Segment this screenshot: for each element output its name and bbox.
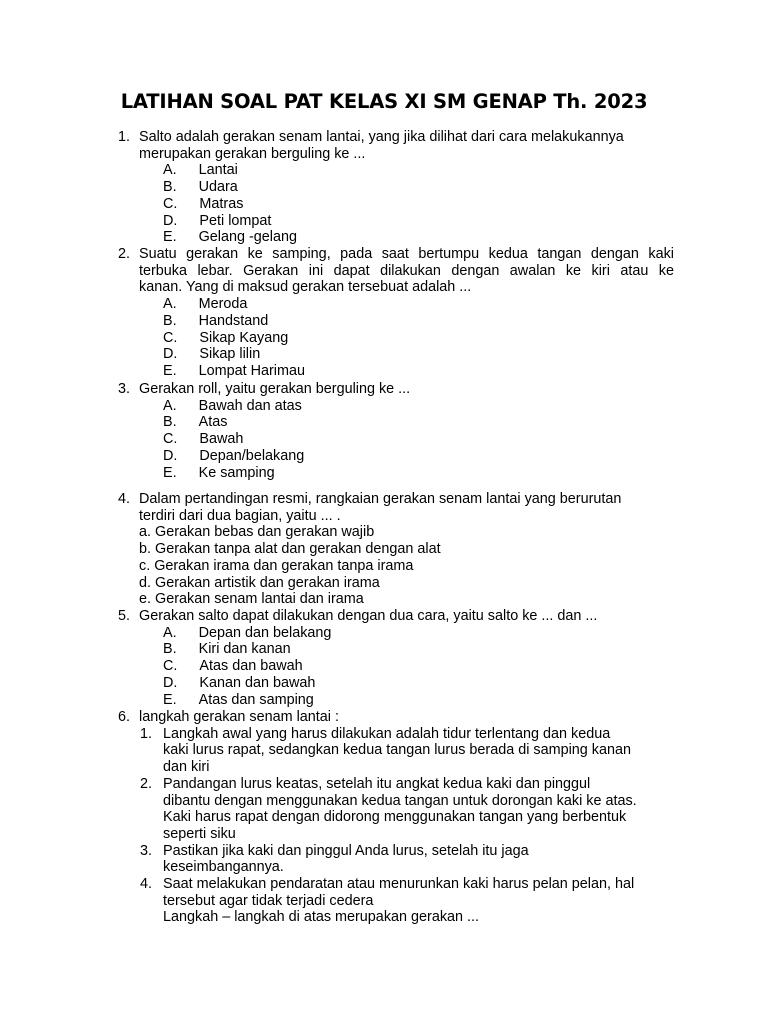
question-number: 6. xyxy=(118,709,131,725)
option-label: A. xyxy=(163,397,177,414)
step-line: kaki lurus rapat, sedangkan kedua tangan lurus berada di samping kanan xyxy=(163,742,632,759)
option-text: Lompat Harimau xyxy=(198,362,305,379)
option-e xyxy=(118,692,674,709)
option-c xyxy=(118,658,674,675)
question-text xyxy=(139,381,674,398)
option-label: C. xyxy=(163,195,178,212)
option-c: c. Gerakan irama dan gerakan tanpa irama xyxy=(139,557,414,574)
option-text: Depan dan belakang xyxy=(198,624,332,641)
option-d xyxy=(118,213,674,230)
question-text-line: langkah gerakan senam lantai : xyxy=(139,709,340,725)
option-label: D. xyxy=(163,346,178,363)
step-number: 1. xyxy=(140,725,153,742)
option-label: D. xyxy=(163,674,178,691)
option-a xyxy=(118,625,674,642)
question-text-line: terbuka lebar. Gerakan ini dapat dilakukan dengan awalan ke kiri atau ke xyxy=(139,262,674,279)
option-text: Sikap lilin xyxy=(199,346,261,363)
question-text-line: Suatu gerakan ke samping, pada saat bertumpu kedua tangan dengan kaki xyxy=(139,246,674,262)
step-line: seperti siku xyxy=(163,825,236,842)
option-label: E. xyxy=(163,691,177,708)
question-3 xyxy=(118,381,674,481)
option-label: A. xyxy=(163,624,177,641)
step-line: tersebut agar tidak terjadi cedera xyxy=(163,892,374,909)
step-line: Saat melakukan pendaratan atau menurunkan kaki harus pelan pelan, hal xyxy=(163,876,635,893)
step-line: keseimbangannya. xyxy=(163,859,284,876)
question-text-line: Gerakan salto dapat dilakukan dengan dua cara, yaitu salto ke ... dan ... xyxy=(139,608,598,624)
option-list xyxy=(118,398,674,482)
option-text: Atas xyxy=(198,414,228,431)
question-number: 5. xyxy=(118,608,131,624)
option-text: Sikap Kayang xyxy=(199,329,289,346)
option-text: Bawah dan atas xyxy=(198,397,302,414)
option-c xyxy=(118,196,674,213)
option-label: B. xyxy=(163,312,177,329)
question-text xyxy=(139,129,674,162)
page-title: LATIHAN SOAL PAT KELAS XI SM GENAP Th. 2023 xyxy=(120,90,648,113)
question-4 xyxy=(118,491,674,608)
option-list xyxy=(118,296,674,380)
option-d: d. Gerakan artistik dan gerakan irama xyxy=(139,574,380,591)
option-text: Atas dan bawah xyxy=(199,658,303,675)
option-b: b. Gerakan tanpa alat dan gerakan dengan alat xyxy=(139,541,441,558)
option-list xyxy=(118,524,674,608)
option-b xyxy=(118,641,674,658)
option-text: Handstand xyxy=(198,312,269,329)
step-line: dan kiri xyxy=(163,759,210,776)
option-text: Udara xyxy=(198,179,238,196)
option-list xyxy=(118,162,674,246)
option-label: B. xyxy=(163,641,177,658)
step-line: Pastikan jika kaki dan pinggul Anda lurus, setelah itu jaga xyxy=(163,842,529,859)
option-text: Kiri dan kanan xyxy=(198,641,291,658)
question-1 xyxy=(118,129,674,246)
option-a xyxy=(118,162,674,179)
option-d xyxy=(118,448,674,465)
question-text-line: Dalam pertandingan resmi, rangkaian gerakan senam lantai yang berurutan xyxy=(139,491,622,507)
question-text xyxy=(139,246,674,296)
step-item xyxy=(118,843,674,876)
question-text-line: kanan. Yang di maksud gerakan tersebuat adalah ... xyxy=(139,279,472,296)
option-list xyxy=(118,625,674,709)
option-b xyxy=(118,313,674,330)
question-text xyxy=(139,491,674,524)
option-b xyxy=(118,414,674,431)
option-a xyxy=(118,398,674,415)
question-number: 1. xyxy=(118,129,131,145)
option-text: Ke samping xyxy=(198,464,275,481)
option-label: E. xyxy=(163,229,177,246)
option-text: Bawah xyxy=(199,431,244,448)
option-label: C. xyxy=(163,658,178,675)
option-d xyxy=(118,675,674,692)
step-item xyxy=(118,726,674,776)
option-text: Depan/belakang xyxy=(199,447,305,464)
option-label: B. xyxy=(163,179,177,196)
step-line: Pandangan lurus keatas, setelah itu angkat kedua kaki dan pinggul xyxy=(163,775,591,792)
option-a: a. Gerakan bebas dan gerakan wajib xyxy=(139,524,375,541)
option-b xyxy=(118,179,674,196)
question-text-line: Salto adalah gerakan senam lantai, yang jika dilihat dari cara melakukannya xyxy=(139,129,624,145)
option-d xyxy=(118,346,674,363)
question-6 xyxy=(118,709,674,926)
option-label: E. xyxy=(163,464,177,481)
option-label: D. xyxy=(163,212,178,229)
step-item xyxy=(118,876,674,926)
step-line: Langkah – langkah di atas merupakan gerakan ... xyxy=(163,909,480,926)
option-label: D. xyxy=(163,447,178,464)
option-label: E. xyxy=(163,362,177,379)
option-text: Matras xyxy=(199,195,244,212)
question-5 xyxy=(118,608,674,708)
option-label: B. xyxy=(163,414,177,431)
option-label: C. xyxy=(163,431,178,448)
option-text: Gelang -gelang xyxy=(198,229,298,246)
option-text: Meroda xyxy=(198,296,248,313)
question-text-line: terdiri dari dua bagian, yaitu ... . xyxy=(139,507,341,524)
question-number: 3. xyxy=(118,381,131,397)
question-text-line: merupakan gerakan berguling ke ... xyxy=(139,145,366,162)
option-label: A. xyxy=(163,162,177,179)
option-e xyxy=(118,229,674,246)
step-number: 2. xyxy=(140,775,153,792)
step-number: 3. xyxy=(140,842,153,859)
question-text xyxy=(139,709,674,726)
option-text: Lantai xyxy=(198,162,238,179)
step-line: Langkah awal yang harus dilakukan adalah tidur terlentang dan kedua xyxy=(163,725,611,742)
option-e: e. Gerakan senam lantai dan irama xyxy=(139,591,364,608)
question-2 xyxy=(118,246,674,380)
option-c xyxy=(118,330,674,347)
option-e xyxy=(118,363,674,380)
step-line: Kaki harus rapat dengan didorong menggunakan tangan yang berbentuk xyxy=(163,809,627,826)
option-a xyxy=(118,296,674,313)
option-label: A. xyxy=(163,296,177,313)
question-text xyxy=(139,608,674,625)
option-e xyxy=(118,465,674,482)
step-item xyxy=(118,776,674,843)
option-label: C. xyxy=(163,329,178,346)
step-line: dibantu dengan menggunakan kedua tangan untuk dorongan kaki ke atas. xyxy=(163,792,637,809)
step-list xyxy=(118,726,674,926)
option-text: Peti lompat xyxy=(199,212,272,229)
question-number: 2. xyxy=(118,246,131,262)
option-text: Atas dan samping xyxy=(198,691,314,708)
question-text-line: Gerakan roll, yaitu gerakan berguling ke ... xyxy=(139,381,411,397)
option-text: Kanan dan bawah xyxy=(199,674,316,691)
step-number: 4. xyxy=(140,876,153,893)
question-number: 4. xyxy=(118,491,131,507)
option-c xyxy=(118,431,674,448)
